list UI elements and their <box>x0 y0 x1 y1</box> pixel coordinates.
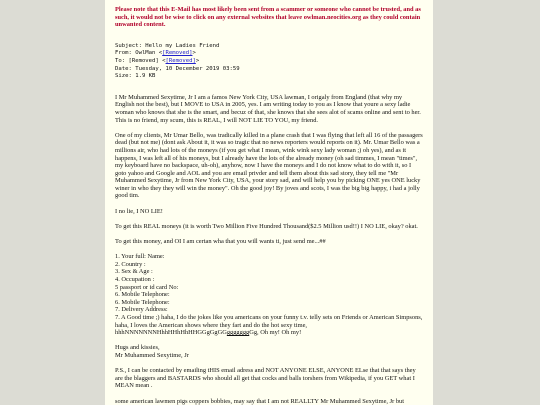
paragraph-story: One of my clients, Mr Umar Bello, was tradically killed in a plane crash that I was flying that left all 16 of the passagers dead (but not me) (dont ask About it, it was so tragic that no news reporters would reports on it). Mr. Umar Bello was a millions air, who had lots of the moneys (if you get what I mean, wink wink sexy lady woman ;) oh yes), and as it happens, I was left all of his moneys, but I already have the lots of the already money (oh sad timmes, I mean "times", my keyboard have no backspace, uh-oh), anyhow, now I have the moneys and I do not know what to do with it, so I goto yahoo and Google and AOL and you are email privder and tell them about this sad story, they tell me "Mr Muhammed Sexytime, Jr from New York City, USA, your story sad, and will help you by picking ONE yes ONE lucky winer in who they they will win the money". Oh the good joy! By joves and scots, I was the big big happy, i had a jolly good tim. <box>115 131 423 200</box>
email-headers <box>115 43 423 81</box>
signoff <box>115 344 423 359</box>
from-link[interactable]: [Removed] <box>162 50 193 57</box>
list-item-tail <box>115 329 423 337</box>
list-item: 2. Country : <box>115 260 146 268</box>
paragraph-amount: To get this REAL moneys (it is worth Two Million Five Hundred Thousand($2.5 Million usd!!) I NO LIE, okay? okat. <box>115 222 418 230</box>
signoff-line2: Mr Muhammed Sexytime, Jr <box>115 351 189 359</box>
email-body <box>115 94 423 405</box>
list-item: 1. Your full: Name: <box>115 253 165 261</box>
to-link[interactable]: [Removed] <box>165 57 196 64</box>
tail-text: hhhNNNNNNNHhhHHhHhHHGGgGgGG <box>115 329 227 337</box>
list-item: 7. Delivery Address: <box>115 306 168 314</box>
scam-warning: Please note that this E-Mail has most likely been sent from a scammer or someone who cannot be trusted, and as such, it would not be wise to click on any external websites that leave owlman.neocities.org as they could contain unwanted content. <box>115 6 421 29</box>
list-item: 4. Occupation : <box>115 276 155 283</box>
from-suffix: > <box>192 50 196 57</box>
list-item: 6. Mobile Telephone: <box>115 298 170 306</box>
to-line <box>115 58 423 66</box>
from-prefix: From: OwlMan < <box>115 50 163 57</box>
size-line: Size: 1.9 KB <box>115 73 156 80</box>
tail-text-end: Gg, Oh my! Oh my! <box>249 329 302 337</box>
paragraph-last: some american lawmen pigs coppers bobbies, may say that I am not REALLTY Mr Muhammed Sexytime, Jr but <box>115 397 405 405</box>
tail-underlined: ggggggg <box>226 329 250 337</box>
info-list <box>115 253 423 337</box>
subject-line: Subject: Hello my Ladies Friend <box>115 42 220 49</box>
to-prefix: To: [Removed] < <box>115 57 166 64</box>
paragraph-request: To get this money, and OI I am certan wha that you will wants ti, just send me...## <box>115 238 326 246</box>
list-item: 6. Mobile Telephone: <box>115 291 170 299</box>
paragraph-intro: I Mr Muhammed Sexytime, Jr I am a famos New York City, USA lawman, I origaly from England (that why my English not the best), but I MOVE to USA in 2005, yes. I am writing today to you as I know that youre a sexy ladie woman who knows that she is the smart, and becuz of that, she knows that she sees alot of scams online and sent to her. This is no friend, my scum, this is REAL, I will NOT LIE TO YOU, my friend. <box>115 93 421 124</box>
email-content <box>105 0 433 405</box>
list-item: 5 passport or id card No: <box>115 283 179 291</box>
to-suffix: > <box>195 57 200 64</box>
paragraph-no-lie: I no lie, I NO LIE! <box>115 207 163 215</box>
list-item: 7. A Good time ;) haha, I do the jokes like you americans on your funny t.v. telly sets on Friends or American Simpsons, haha, I loves the American shows where they fart and do the hot sexy time, <box>115 313 423 329</box>
signoff-line1: Hugs and kissies, <box>115 344 160 352</box>
email-page <box>105 0 433 405</box>
date-line: Date: Tuesday, 10 December 2019 03:59 <box>115 65 240 72</box>
paragraph-ps: P.S., I can be contacted by emailing tHIS email adress and NOT ANYONE ELSE, ANYONE ELse that that says they are the blaggers and BASTARDS who should all get that cocks and balls torshers from Wikipedia, if you GET what I MEAN mean . <box>115 367 416 390</box>
from-line <box>115 50 423 58</box>
list-item: 3. Sex & Age : <box>115 268 153 276</box>
